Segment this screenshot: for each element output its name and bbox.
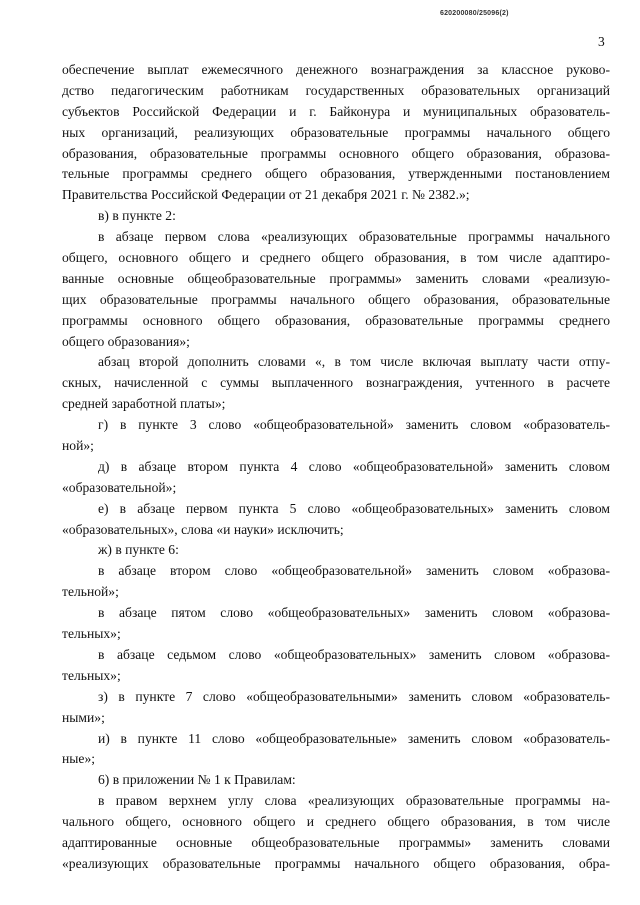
text-line: е) в абзаце первом пункта 5 слово «общеобразовательных» заменить словом [98, 500, 610, 516]
text-line: д) в абзаце втором пункта 4 слово «общеобразовательной» заменить словом [98, 458, 610, 474]
text-line: ных организаций, реализующих образовательные программы начального общего [62, 124, 610, 140]
text-line: чального общего, основного общего и среднего общего образования, в том числе [62, 814, 610, 830]
text-line: в абзаце первом слова «реализующих образовательные программы начального [98, 229, 610, 245]
document-number: 620200080/25096(2) [440, 10, 509, 17]
text-line: «образовательной»; [62, 479, 177, 495]
text-line: тельной»; [62, 584, 119, 600]
text-line: в абзаце пятом слово «общеобразовательных» заменить словом «образова- [98, 605, 610, 621]
text-line: ными»; [62, 709, 105, 725]
text-line: и) в пункте 11 слово «общеобразовательные» заменить словом «образователь- [98, 730, 610, 746]
text-line: общего, основного общего и среднего общего образования, в том числе адаптиро- [62, 250, 610, 266]
text-line: в абзаце седьмом слово «общеобразовательных» заменить словом «образова- [98, 646, 610, 662]
text-line: «реализующих образовательные программы начального общего образования, обра- [62, 855, 610, 871]
text-line: ные»; [62, 751, 96, 767]
text-line: программы основного общего образования, образовательные программы среднего [62, 312, 610, 328]
text-line: средней заработной платы»; [62, 396, 226, 412]
text-line: «образовательных», слова «и науки» исключить; [62, 521, 344, 537]
text-line: з) в пункте 7 слово «общеобразовательными» заменить словом «образователь- [98, 688, 610, 704]
document-body [62, 60, 610, 875]
text-line: тельных»; [62, 667, 121, 683]
page-number: 3 [598, 34, 605, 49]
text-line: дство педагогическим работникам государственных образовательных организаций [62, 82, 610, 98]
text-line: тельных»; [62, 626, 121, 642]
text-line: ной»; [62, 438, 94, 454]
text-line: ванные основные общеобразовательные программы» заменить словами «реализую- [62, 270, 610, 286]
text-line: субъектов Российской Федерации и г. Байконура и муниципальных образователь- [62, 103, 610, 119]
text-line: щих образовательные программы начального общего образования, образовательные [62, 291, 610, 307]
text-line: скных, начисленной с суммы выплаченного вознаграждения, учтенного в расчете [62, 375, 610, 391]
text-line: абзац второй дополнить словами «, в том числе включая выплату части отпу- [98, 354, 610, 370]
text-line: ж) в пункте 6: [98, 542, 179, 558]
text-line: общего образования»; [62, 333, 190, 349]
text-line: тельные программы среднего общего образования, утвержденными постановлением [62, 166, 610, 182]
text-line: обеспечение выплат ежемесячного денежного вознаграждения за классное руково- [62, 62, 610, 77]
text-line: адаптированные основные общеобразовательные программы» заменить словами [62, 834, 610, 850]
text-line: г) в пункте 3 слово «общеобразовательной» заменить словом «образователь- [98, 417, 610, 433]
text-line: в) в пункте 2: [98, 208, 176, 224]
text-line: в правом верхнем углу слова «реализующих образовательные программы на- [98, 793, 610, 809]
text-line: Правительства Российской Федерации от 21 декабря 2021 г. № 2382.»; [62, 187, 470, 203]
text-line: в абзаце втором слово «общеобразовательной» заменить словом «образова- [98, 563, 610, 579]
text-line: 6) в приложении № 1 к Правилам: [98, 772, 296, 788]
text-line: образования, образовательные программы основного общего образования, образова- [62, 145, 610, 161]
